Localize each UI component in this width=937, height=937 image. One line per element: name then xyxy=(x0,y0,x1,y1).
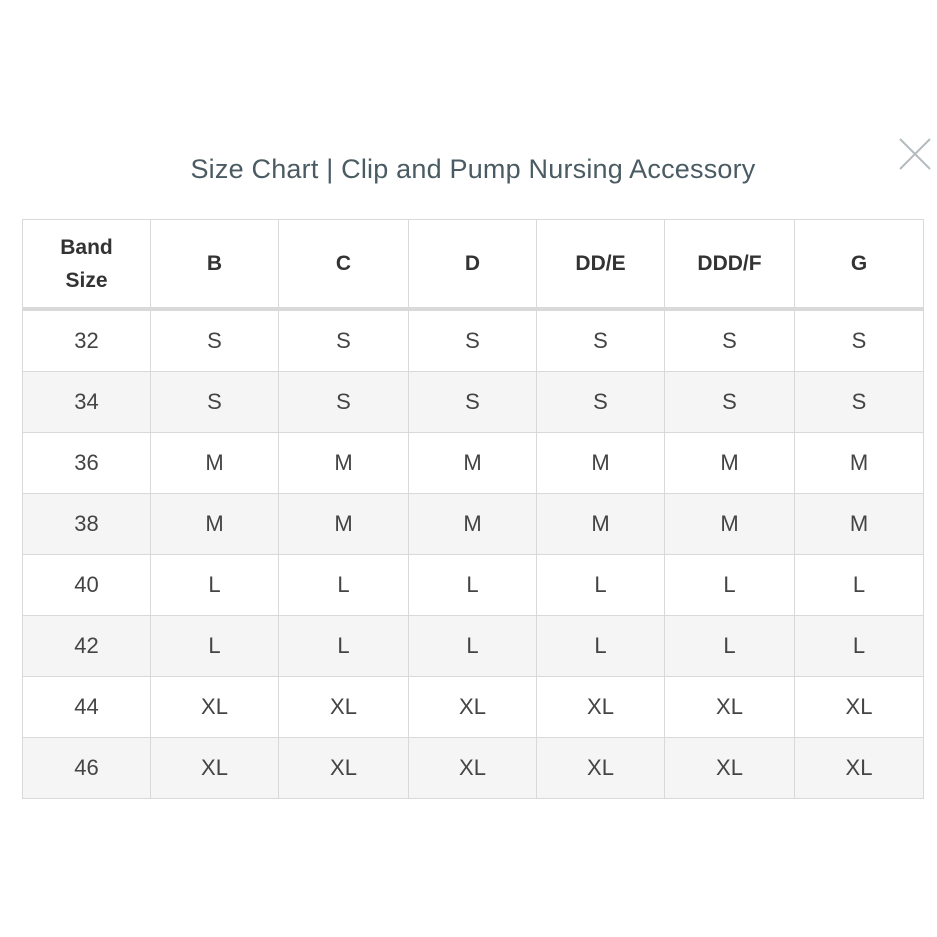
size-cell: XL xyxy=(795,677,924,738)
size-chart-table xyxy=(22,219,924,799)
size-cell: XL xyxy=(409,738,537,799)
size-cell: S xyxy=(151,309,279,372)
size-cell: M xyxy=(795,494,924,555)
size-cell: L xyxy=(409,555,537,616)
size-cell: S xyxy=(151,372,279,433)
table-row xyxy=(23,555,924,616)
size-cell: XL xyxy=(409,677,537,738)
size-cell: L xyxy=(151,616,279,677)
size-cell: S xyxy=(537,309,665,372)
table-row xyxy=(23,372,924,433)
size-cell: L xyxy=(409,616,537,677)
size-cell: XL xyxy=(279,677,409,738)
size-cell: S xyxy=(279,372,409,433)
size-cell: L xyxy=(151,555,279,616)
size-cell: XL xyxy=(537,677,665,738)
band-size-cell: 34 xyxy=(23,372,151,433)
header-cup-b: B xyxy=(151,220,279,310)
size-cell: XL xyxy=(151,738,279,799)
header-cup-g: G xyxy=(795,220,924,310)
size-cell: M xyxy=(665,494,795,555)
size-cell: L xyxy=(279,616,409,677)
size-cell: M xyxy=(409,494,537,555)
size-cell: L xyxy=(537,616,665,677)
size-cell: XL xyxy=(665,677,795,738)
size-cell: XL xyxy=(151,677,279,738)
size-cell: M xyxy=(537,494,665,555)
header-cup-dd-e: DD/E xyxy=(537,220,665,310)
table-row xyxy=(23,616,924,677)
size-cell: XL xyxy=(795,738,924,799)
header-band-size xyxy=(23,220,151,310)
table-row xyxy=(23,738,924,799)
header-cup-ddd-f: DDD/F xyxy=(665,220,795,310)
size-cell: S xyxy=(665,372,795,433)
size-cell: S xyxy=(537,372,665,433)
band-size-cell: 38 xyxy=(23,494,151,555)
size-cell: M xyxy=(151,433,279,494)
band-size-cell: 42 xyxy=(23,616,151,677)
modal-title: Size Chart | Clip and Pump Nursing Accessory xyxy=(190,154,756,184)
size-cell: M xyxy=(409,433,537,494)
size-cell: S xyxy=(665,309,795,372)
table-row xyxy=(23,433,924,494)
size-cell: L xyxy=(537,555,665,616)
size-cell: M xyxy=(279,494,409,555)
table-row xyxy=(23,309,924,372)
size-cell: S xyxy=(795,372,924,433)
header-band-line1: Band xyxy=(60,235,113,259)
size-cell: XL xyxy=(537,738,665,799)
size-cell: L xyxy=(279,555,409,616)
size-cell: M xyxy=(151,494,279,555)
table-row xyxy=(23,494,924,555)
band-size-cell: 32 xyxy=(23,309,151,372)
table-header-row xyxy=(23,220,924,310)
size-cell: L xyxy=(665,555,795,616)
size-cell: S xyxy=(409,309,537,372)
size-cell: M xyxy=(665,433,795,494)
size-cell: M xyxy=(795,433,924,494)
close-button[interactable] xyxy=(897,136,933,172)
size-cell: L xyxy=(665,616,795,677)
band-size-cell: 40 xyxy=(23,555,151,616)
band-size-cell: 46 xyxy=(23,738,151,799)
size-cell: S xyxy=(409,372,537,433)
table-row xyxy=(23,677,924,738)
size-cell: XL xyxy=(279,738,409,799)
header-cup-c: C xyxy=(279,220,409,310)
size-cell: M xyxy=(537,433,665,494)
size-cell: S xyxy=(279,309,409,372)
band-size-cell: 36 xyxy=(23,433,151,494)
close-x-icon[interactable] xyxy=(897,136,933,172)
header-band-line2: Size xyxy=(65,268,108,292)
header-cup-d: D xyxy=(409,220,537,310)
band-size-cell: 44 xyxy=(23,677,151,738)
size-cell: L xyxy=(795,555,924,616)
size-cell: M xyxy=(279,433,409,494)
size-cell: XL xyxy=(665,738,795,799)
size-cell: S xyxy=(795,309,924,372)
size-cell: L xyxy=(795,616,924,677)
